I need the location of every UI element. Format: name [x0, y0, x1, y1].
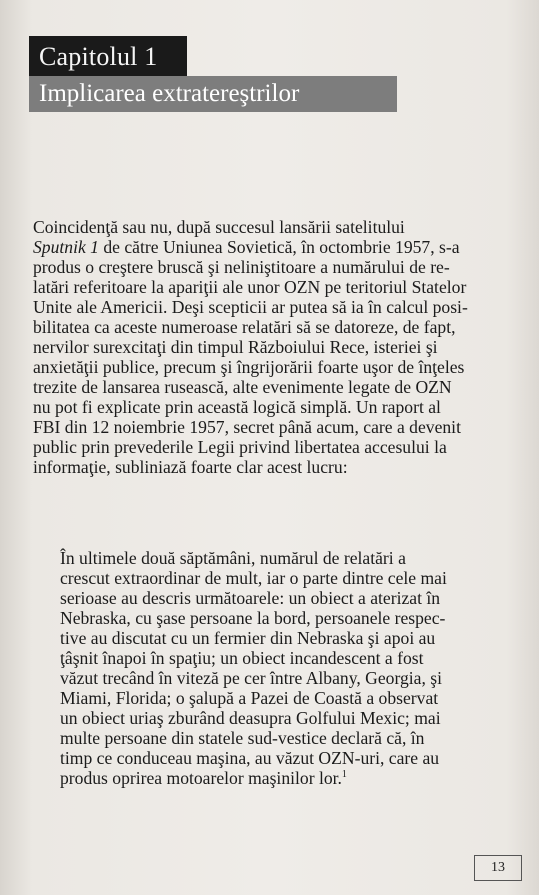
quote-line: un obiect uriaş zburând deasupra Golfului Mexic; mai	[60, 708, 441, 728]
chapter-label: Capitolul 1	[29, 36, 187, 78]
quote-line: Nebraska, cu şase persoane la bord, persoanele respec-	[60, 608, 446, 628]
quote-line: văzut trecând în viteză pe cer între Albany, Georgia, şi	[60, 668, 443, 688]
quote-line: serioase au descris următoarele: un obiect a aterizat în	[60, 588, 441, 608]
paragraph-line: bilitatea ca aceste numeroase relatări să se datoreze, de fapt,	[33, 317, 456, 337]
paragraph-line: trezite de lansarea rusească, alte evenimente legate de OZN	[33, 377, 452, 397]
quote-line: ţâşnit înapoi în spaţiu; un obiect incandescent a fost	[60, 648, 424, 668]
footnote-marker: 1	[341, 769, 347, 781]
chapter-title: Implicarea extratereştrilor	[29, 76, 397, 112]
quote-line: crescut extraordinar de mult, iar o parte dintre cele mai	[60, 568, 447, 588]
quote-line: Miami, Florida; o şalupă a Pazei de Coastă a observat	[60, 688, 439, 708]
paragraph-line: Sputnik 1 de către Uniunea Sovietică, în octombrie 1957, s-a	[33, 237, 460, 257]
quote-line: multe persoane din statele sud-vestice declară că, în	[60, 728, 425, 748]
paragraph-line: latări referitoare la apariţii ale unor OZN pe teritoriul Statelor	[33, 277, 467, 297]
quote-line: timp ce conduceau maşina, au văzut OZN-uri, care au	[60, 748, 440, 768]
page-number: 13	[474, 855, 522, 881]
paragraph-line: produs o creştere bruscă şi neliniştitoare a numărului de re-	[33, 257, 450, 277]
paragraph-line: FBI din 12 noiembrie 1957, secret până acum, care a devenit	[33, 417, 461, 437]
quote-line: tive au discutat cu un fermier din Nebraska şi apoi au	[60, 628, 436, 648]
block-quote	[60, 548, 512, 788]
paragraph-line: nervilor surexcitaţi din timpul Războiului Rece, isteriei şi	[33, 337, 438, 357]
quote-line: produs oprirea motoarelor maşinilor lor.$^1$	[60, 768, 347, 788]
paragraph-line: public prin prevederile Legii privind libertatea accesului la	[33, 437, 447, 457]
sputnik-italic: Sputnik 1	[33, 237, 99, 257]
paragraph-line: nu pot fi explicate prin această logică simplă. Un raport al	[33, 397, 441, 417]
paragraph-line: Coincidenţă sau nu, după succesul lansării satelitului	[33, 217, 405, 237]
paragraph-line: Unite ale Americii. Deşi scepticii ar putea să ia în calcul posi-	[33, 297, 468, 317]
body-paragraph	[33, 217, 511, 477]
quote-line: În ultimele două săptămâni, numărul de relatări a	[60, 548, 406, 568]
paragraph-line: anxietăţii publice, precum şi îngrijorării foarte uşor de înţeles	[33, 357, 465, 377]
paragraph-line: informaţie, subliniază foarte clar acest lucru:	[33, 457, 348, 477]
